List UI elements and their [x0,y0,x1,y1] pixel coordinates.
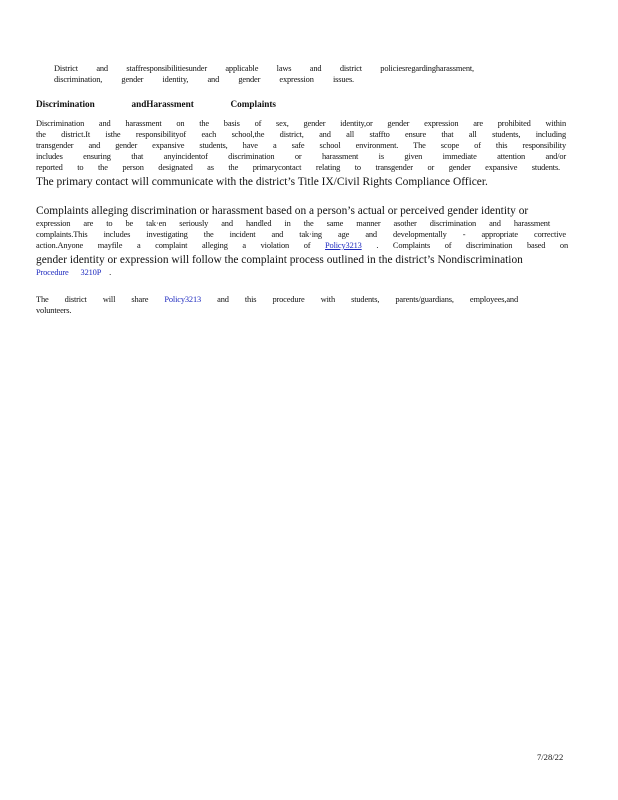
para1-line-1: Discrimination and harassment on the basis of sex, gender identity,or gender expression are prohibited within [36,119,566,128]
para2-line-6-text: . [107,268,112,277]
para2-line-3: complaints.This includes investigating the incident and tak·ing age and developmentally - appropriate corrective [36,230,566,239]
procedure-3210p-link[interactable]: Procedure 3210P [36,268,102,277]
policy-3213-link-2[interactable]: Policy3213 [164,295,202,304]
para3-line-1 [36,295,518,306]
bullet-text-line-1: District and staffresponsibilitiesunder applicable laws and district policiesregardingharassment, [54,64,474,73]
para1-line-2: the district.It isthe responsibilityof each school,the district, and all staffto ensure that all students, including [36,130,566,139]
para3-line-2: volunteers. [36,306,72,315]
para3-line-1-text-a: The district will share [36,295,165,304]
para2-line-4-text-a: action.Anyone mayfile a complaint alleging a violation of [36,241,326,250]
section-heading: Discrimination andHarassment Complaints [36,99,276,109]
para2-line-2: expression are to be tak·en seriously and handled in the same manner asother discrimination and harassment [36,219,550,228]
para2-line-1: Complaints alleging discrimination or harassment based on a person’s actual or perceived gender identity or [36,205,529,217]
para2-line-6 [36,268,566,279]
para3-line-1-text-b: and this procedure with students, parents/guardians, employees,and [201,295,518,304]
para1-line-5: reported to the person designated as the primarycontact relating to transgender or gender expansive students. [36,163,560,172]
para2-line-5: gender identity or expression will follow the complaint process outlined in the district’s Nondiscrimination [36,254,523,266]
para1-line-4: includes ensuring that anyincidentof discrimination or harassment is given immediate attention and/or [36,152,566,161]
footer-date: 7/28/22 [537,752,564,762]
bullet-text-line-2: discrimination, gender identity, and gender expression issues. [54,75,354,84]
para1-line-6: The primary contact will communicate with the district’s Title IX/Civil Rights Compliance Officer. [36,176,488,188]
para2-line-4-text-b: . Complaints of discrimination based on [361,241,569,250]
policy-3213-link[interactable]: Policy3213 [325,241,362,250]
para2-line-4 [36,241,568,252]
para1-line-3: transgender and gender expansive students, have a safe school environment. The scope of this responsibility [36,141,566,150]
